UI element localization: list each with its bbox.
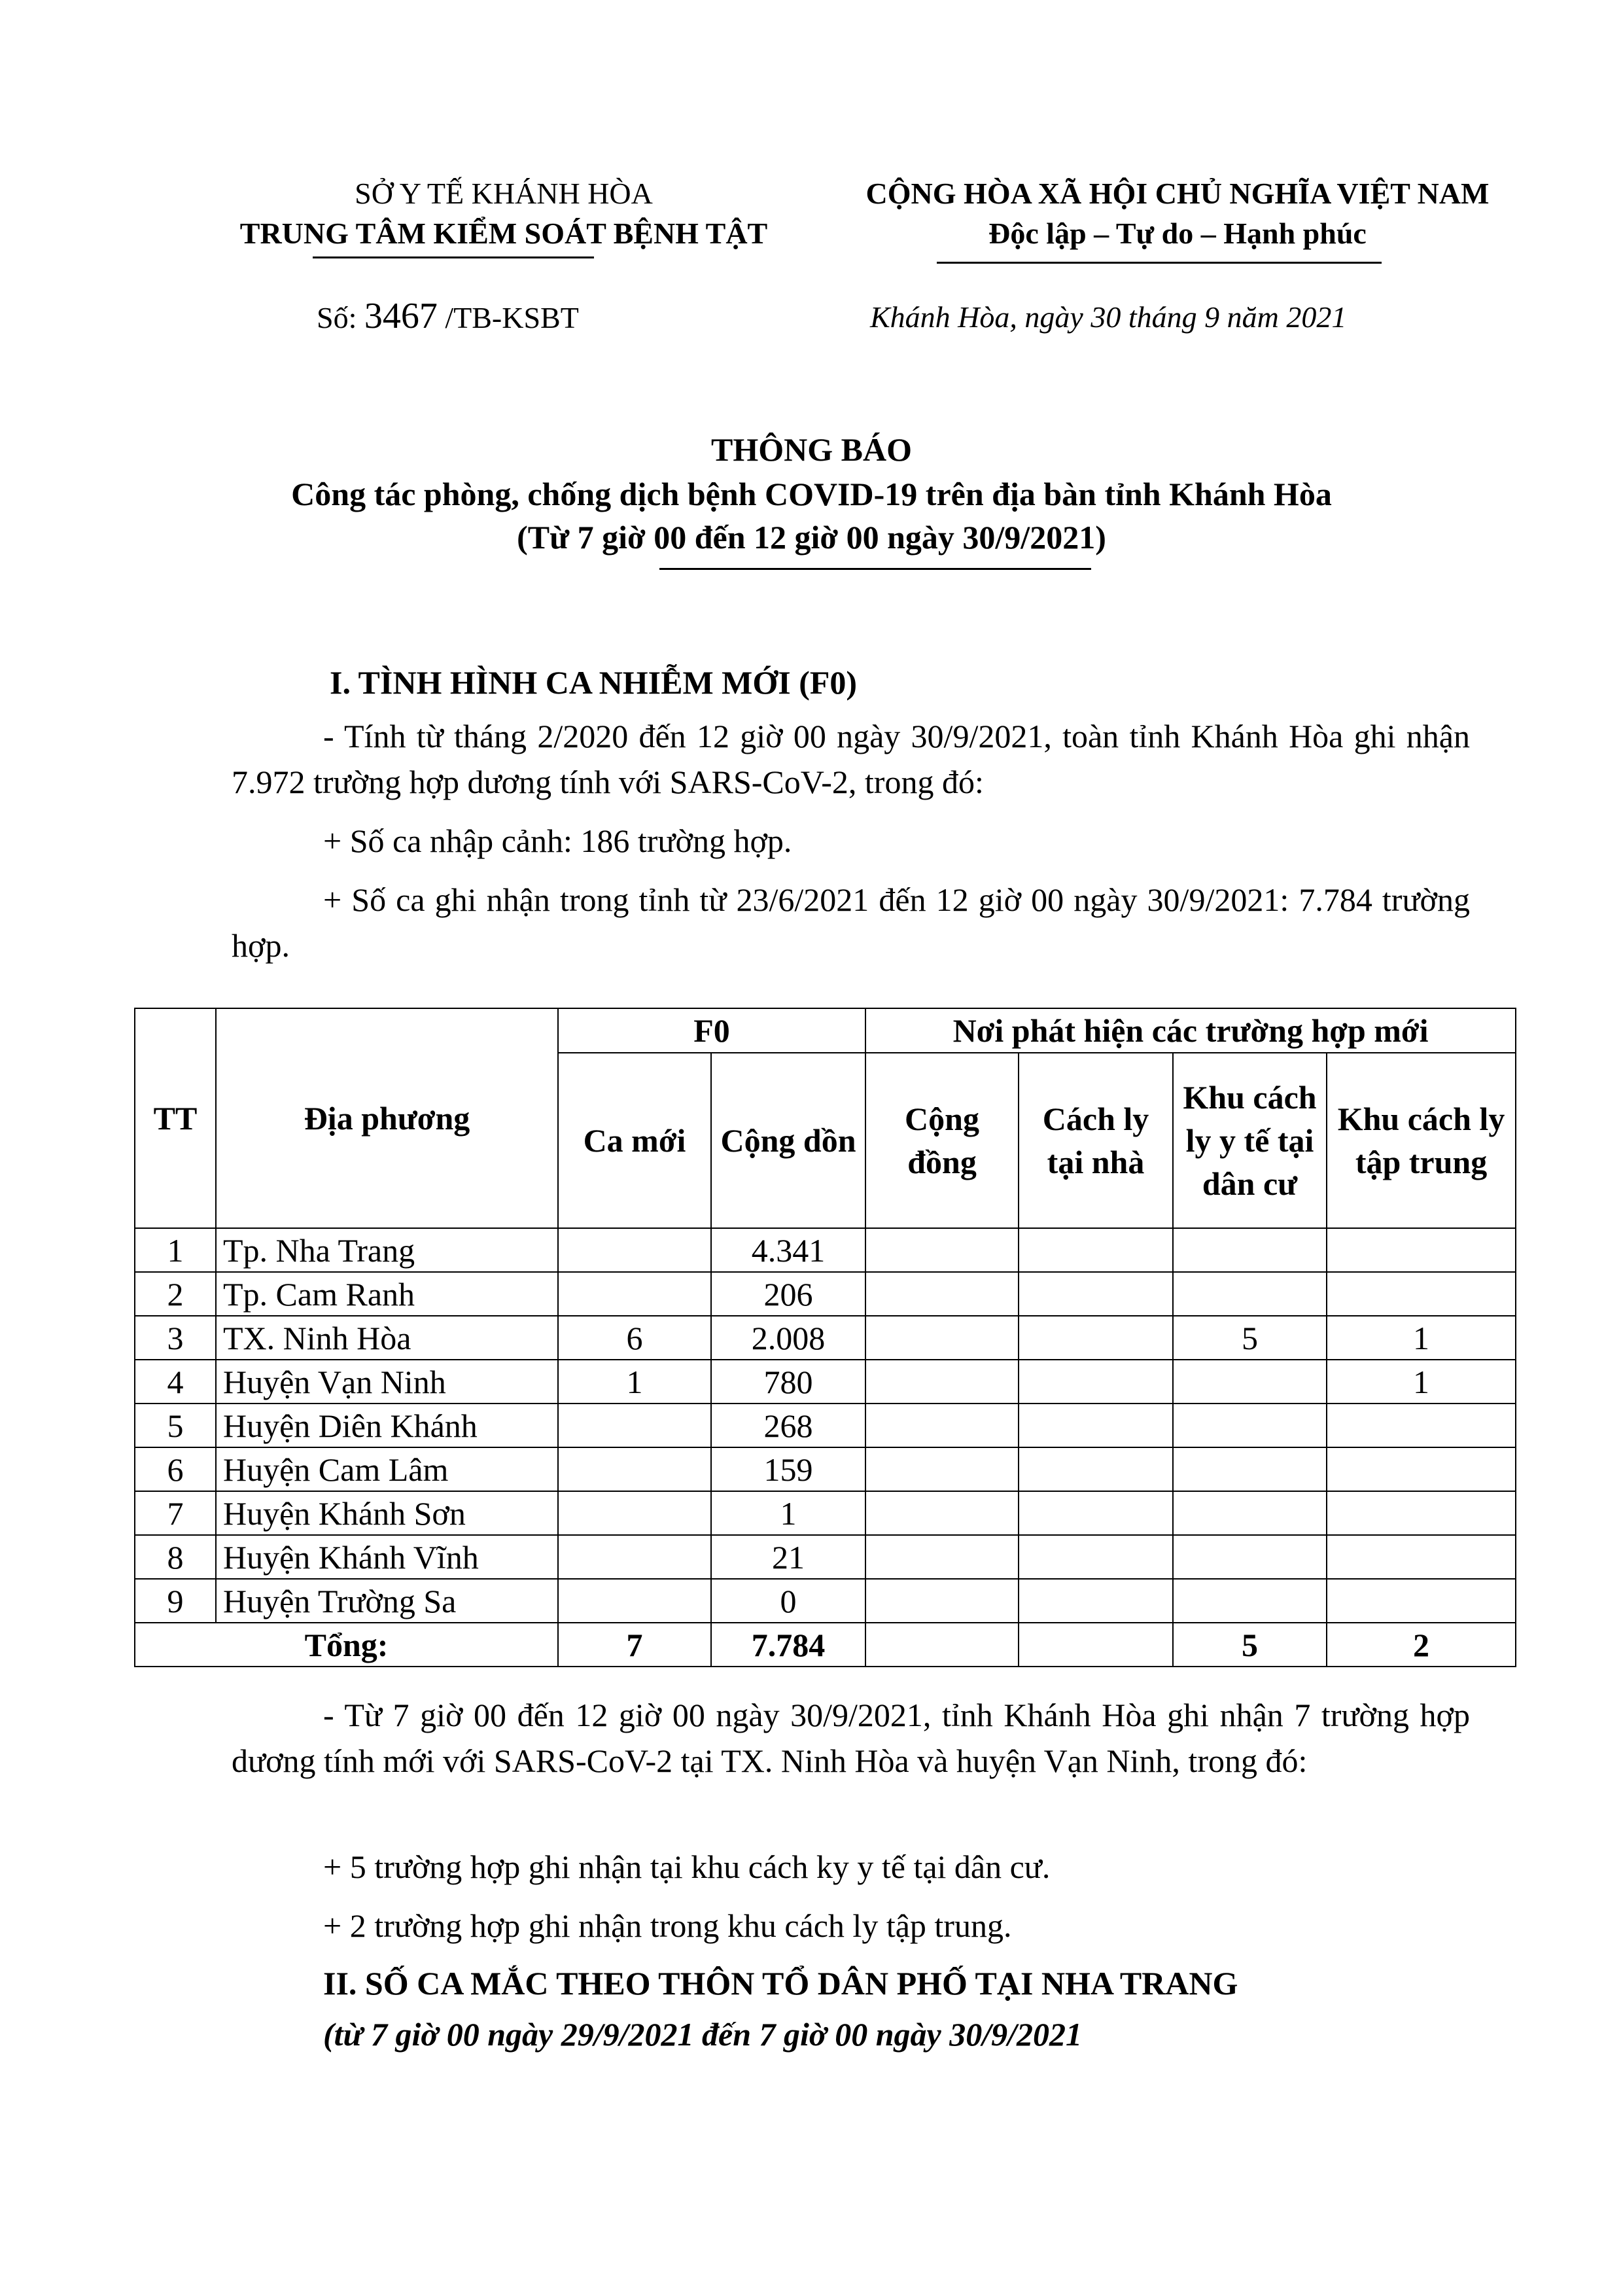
row-locality: Huyện Cam Lâm: [216, 1447, 558, 1491]
row-new-cases: [558, 1535, 711, 1579]
row-locality: Huyện Vạn Ninh: [216, 1360, 558, 1404]
row-community: [865, 1272, 1019, 1316]
header-f0: F0: [558, 1008, 865, 1053]
header-cumulative: Cộng dồn: [711, 1053, 865, 1228]
row-tt: 4: [135, 1360, 216, 1404]
motto-underline: [937, 262, 1382, 264]
row-community: [865, 1404, 1019, 1447]
row-centralized: [1327, 1447, 1516, 1491]
table-row: [135, 1447, 1516, 1491]
row-residential-medical: [1173, 1579, 1327, 1623]
row-home-isolation: [1019, 1535, 1173, 1579]
row-cumulative: 206: [711, 1272, 865, 1316]
nation-name: CỘNG HÒA XÃ HỘI CHỦ NGHĨA VIỆT NAM: [865, 177, 1490, 210]
row-residential-medical: 5: [1173, 1316, 1327, 1360]
after-table-paragraph-1: - Từ 7 giờ 00 đến 12 giờ 00 ngày 30/9/2021, tỉnh Khánh Hòa ghi nhận 7 trường hợp dương tính mới với SARS-CoV-2 tại TX. Ninh Hòa và huyện Vạn Ninh, trong đó:: [232, 1697, 1470, 1779]
row-locality: Huyện Khánh Sơn: [216, 1491, 558, 1535]
row-tt: 3: [135, 1316, 216, 1360]
row-home-isolation: [1019, 1228, 1173, 1272]
table-total-row: [135, 1623, 1516, 1667]
row-locality: Tp. Cam Ranh: [216, 1272, 558, 1316]
row-centralized: 1: [1327, 1360, 1516, 1404]
row-residential-medical: [1173, 1228, 1327, 1272]
row-cumulative: 268: [711, 1404, 865, 1447]
after-table-paragraph-3: + 2 trường hợp ghi nhận trong khu cách ly tập trung.: [323, 1907, 1012, 1944]
row-community: [865, 1579, 1019, 1623]
row-locality: Huyện Khánh Vĩnh: [216, 1535, 558, 1579]
document-number: [317, 294, 775, 340]
number-label: Số:: [317, 301, 364, 334]
total-home-isolation: [1019, 1623, 1173, 1667]
header-centralized: Khu cách ly tập trung: [1327, 1053, 1516, 1228]
row-new-cases: [558, 1404, 711, 1447]
row-residential-medical: [1173, 1447, 1327, 1491]
row-residential-medical: [1173, 1535, 1327, 1579]
section1-paragraph-2: + Số ca nhập cảnh: 186 trường hợp.: [323, 822, 792, 859]
row-new-cases: 1: [558, 1360, 711, 1404]
row-tt: 2: [135, 1272, 216, 1316]
row-tt: 1: [135, 1228, 216, 1272]
row-locality: Huyện Diên Khánh: [216, 1404, 558, 1447]
row-home-isolation: [1019, 1272, 1173, 1316]
total-residential-medical: 5: [1173, 1623, 1327, 1667]
nation-motto: Độc lập – Tự do – Hạnh phúc: [988, 217, 1367, 250]
row-locality: Tp. Nha Trang: [216, 1228, 558, 1272]
total-new-cases: 7: [558, 1623, 711, 1667]
row-cumulative: 1: [711, 1491, 865, 1535]
row-community: [865, 1491, 1019, 1535]
row-community: [865, 1447, 1019, 1491]
doc-subject: Công tác phòng, chống dịch bệnh COVID-19 trên địa bàn tỉnh Khánh Hòa: [291, 476, 1332, 512]
row-residential-medical: [1173, 1272, 1327, 1316]
row-residential-medical: [1173, 1404, 1327, 1447]
row-home-isolation: [1019, 1360, 1173, 1404]
section1-paragraph-1: - Tính từ tháng 2/2020 đến 12 giờ 00 ngày 30/9/2021, toàn tỉnh Khánh Hòa ghi nhận 7.972 trường hợp dương tính với SARS-CoV-2, trong đó:: [232, 718, 1470, 800]
section1-heading: I. TÌNH HÌNH CA NHIỄM MỚI (F0): [330, 664, 858, 701]
total-label: Tổng:: [135, 1623, 558, 1667]
row-home-isolation: [1019, 1579, 1173, 1623]
row-cumulative: 2.008: [711, 1316, 865, 1360]
table-row: [135, 1491, 1516, 1535]
row-community: [865, 1228, 1019, 1272]
row-home-isolation: [1019, 1447, 1173, 1491]
header-home-isolation: Cách ly tại nhà: [1019, 1053, 1173, 1228]
row-community: [865, 1535, 1019, 1579]
table-row: [135, 1360, 1516, 1404]
row-centralized: [1327, 1404, 1516, 1447]
row-tt: 9: [135, 1579, 216, 1623]
row-locality: TX. Ninh Hòa: [216, 1316, 558, 1360]
row-cumulative: 159: [711, 1447, 865, 1491]
row-home-isolation: [1019, 1316, 1173, 1360]
after-table-paragraph-2: + 5 trường hợp ghi nhận tại khu cách ky y tế tại dân cư.: [323, 1848, 1051, 1885]
row-cumulative: 780: [711, 1360, 865, 1404]
agency-name: SỞ Y TẾ KHÁNH HÒA: [355, 177, 653, 210]
total-community: [865, 1623, 1019, 1667]
row-locality: Huyện Trường Sa: [216, 1579, 558, 1623]
section2-period: (từ 7 giờ 00 ngày 29/9/2021 đến 7 giờ 00 ngày 30/9/2021: [323, 2016, 1083, 2053]
table-row: [135, 1228, 1516, 1272]
row-centralized: [1327, 1228, 1516, 1272]
row-tt: 8: [135, 1535, 216, 1579]
row-home-isolation: [1019, 1404, 1173, 1447]
table-row: [135, 1404, 1516, 1447]
row-new-cases: 6: [558, 1316, 711, 1360]
agency-underline: [313, 256, 594, 258]
total-cumulative: 7.784: [711, 1623, 865, 1667]
table-row: [135, 1272, 1516, 1316]
header-new-cases: Ca mới: [558, 1053, 711, 1228]
number-suffix: /TB-KSBT: [437, 301, 579, 334]
table-row: [135, 1316, 1516, 1360]
row-residential-medical: [1173, 1491, 1327, 1535]
number-value: 3467: [364, 296, 438, 336]
row-community: [865, 1316, 1019, 1360]
row-new-cases: [558, 1228, 711, 1272]
row-cumulative: 4.341: [711, 1228, 865, 1272]
row-centralized: [1327, 1579, 1516, 1623]
header-community: Cộng đồng: [865, 1053, 1019, 1228]
table-row: [135, 1579, 1516, 1623]
section1-paragraph-3: + Số ca ghi nhận trong tỉnh từ 23/6/2021 đến 12 giờ 00 ngày 30/9/2021: 7.784 trường hợp.: [232, 881, 1470, 964]
row-cumulative: 21: [711, 1535, 865, 1579]
header-residential-medical: Khu cách ly y tế tại dân cư: [1173, 1053, 1327, 1228]
row-tt: 6: [135, 1447, 216, 1491]
doc-period: (Từ 7 giờ 00 đến 12 giờ 00 ngày 30/9/2021): [517, 519, 1106, 556]
doc-title: THÔNG BÁO: [711, 431, 912, 468]
row-tt: 7: [135, 1491, 216, 1535]
f0-table: [134, 1008, 1516, 1667]
header-detection-place: Nơi phát hiện các trường hợp mới: [865, 1008, 1516, 1053]
table-row: [135, 1535, 1516, 1579]
row-new-cases: [558, 1491, 711, 1535]
row-residential-medical: [1173, 1360, 1327, 1404]
row-centralized: 1: [1327, 1316, 1516, 1360]
row-cumulative: 0: [711, 1579, 865, 1623]
row-centralized: [1327, 1491, 1516, 1535]
row-centralized: [1327, 1272, 1516, 1316]
place-date: Khánh Hòa, ngày 30 tháng 9 năm 2021: [870, 300, 1347, 334]
agency-unit: TRUNG TÂM KIỂM SOÁT BỆNH TẬT: [239, 217, 768, 250]
row-tt: 5: [135, 1404, 216, 1447]
row-new-cases: [558, 1272, 711, 1316]
row-centralized: [1327, 1535, 1516, 1579]
section2-heading: II. SỐ CA MẮC THEO THÔN TỔ DÂN PHỐ TẠI NHA TRANG: [323, 1965, 1238, 2002]
title-underline: [659, 568, 1091, 570]
header-locality: Địa phương: [216, 1008, 558, 1228]
header-tt: TT: [135, 1008, 216, 1228]
row-community: [865, 1360, 1019, 1404]
row-new-cases: [558, 1447, 711, 1491]
row-home-isolation: [1019, 1491, 1173, 1535]
row-new-cases: [558, 1579, 711, 1623]
total-centralized: 2: [1327, 1623, 1516, 1667]
